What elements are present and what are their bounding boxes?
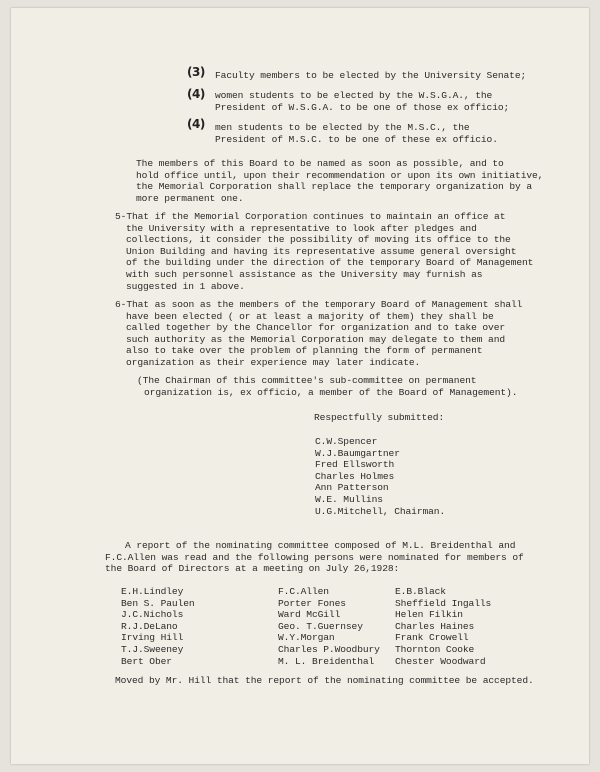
nominee: E.B.Black xyxy=(395,586,446,597)
nominee: Ward McGill xyxy=(278,609,341,621)
paragraph-line: also to take over the problem of planning the form of permanent xyxy=(126,345,483,357)
list-item-text: President of W.S.G.A. to be one of those ex officio; xyxy=(215,102,510,113)
signatory: Charles Holmes xyxy=(315,470,395,482)
paragraph-line: have been elected ( or at least a majority of them) they shall be xyxy=(126,310,494,322)
closing-salutation: Respectfully submitted: xyxy=(314,412,445,423)
signatories xyxy=(315,436,445,517)
chairman-note xyxy=(137,375,518,398)
list-number: (4) xyxy=(187,117,205,131)
paragraph-line: of the building under the direction of the temporary Board of Management xyxy=(126,257,534,269)
list-item-text: President of M.S.C. to be one of these ex officio. xyxy=(215,134,498,145)
paragraph-line: 6-That as soon as the members of the temporary Board of Management shall xyxy=(115,299,523,310)
paragraph-line: Union Building and having its representative assume general oversight xyxy=(126,245,517,257)
nominee: Geo. T.Guernsey xyxy=(278,620,363,632)
signatory: W.E. Mullins xyxy=(315,493,383,505)
signatory: Fred Ellsworth xyxy=(315,459,395,471)
paragraph-5 xyxy=(115,211,534,292)
nominee: Bert Ober xyxy=(121,655,172,667)
list-item-text: women students to be elected by the W.S.G.A., the xyxy=(215,90,493,101)
typed-document xyxy=(11,8,589,764)
report-line: the Board of Directors at a meeting on July 26,1928: xyxy=(105,563,400,575)
signatory: W.J.Baumgartner xyxy=(315,447,400,459)
motion-line: Moved by Mr. Hill that the report of the nominating committee be accepted. xyxy=(115,675,534,686)
report-line: A report of the nominating committee composed of M.L. Breidenthal and xyxy=(125,540,516,551)
nominee: E.H.Lindley xyxy=(121,586,184,597)
paragraph-line: more permanent one. xyxy=(136,192,244,204)
paragraph-line: with such personnel assistance as the University may furnish as xyxy=(126,268,483,280)
note-line: organization is, ex officio, a member of the Board of Management). xyxy=(144,386,518,398)
report-line: F.C.Allen was read and the following persons were nominated for members of xyxy=(105,551,524,563)
nominees-column-3 xyxy=(395,586,491,667)
nominee: R.J.DeLano xyxy=(121,620,178,632)
nominee: M. L. Breidenthal xyxy=(278,655,375,667)
nominee: J.C.Nichols xyxy=(121,609,184,621)
paper-page xyxy=(11,8,589,764)
paragraph-line: collections, it consider the possibility of moving its office to the xyxy=(126,234,511,246)
nominee: Frank Crowell xyxy=(395,632,469,644)
list-number: (3) xyxy=(187,65,205,79)
signatory: U.G.Mitchell, Chairman. xyxy=(315,505,446,517)
paragraph-line: The members of this Board to be named as soon as possible, and to xyxy=(136,158,504,169)
board-paragraph xyxy=(136,158,543,204)
paragraph-line: 5-That if the Memorial Corporation continues to maintain an office at xyxy=(115,211,506,222)
nominee: Sheffield Ingalls xyxy=(395,597,492,609)
list-item-text: men students to be elected by the M.S.C., the xyxy=(215,122,470,133)
paragraph-line: suggested in 1 above. xyxy=(126,280,245,292)
nominee: W.Y.Morgan xyxy=(278,632,335,644)
paragraph-line: the Memorial Corporation shall replace the temporary organization by a xyxy=(136,181,533,193)
nominees-column-2 xyxy=(278,586,380,667)
nominee: Charles P.Woodbury xyxy=(278,643,380,655)
paragraph-line: organization as their experience may later indicate. xyxy=(126,356,421,368)
signatory: C.W.Spencer xyxy=(315,436,378,447)
list-number: (4) xyxy=(187,87,205,101)
nominee: T.J.Sweeney xyxy=(121,643,184,655)
nominee: Thornton Cooke xyxy=(395,643,475,655)
list-item-text: Faculty members to be elected by the University Senate; xyxy=(215,70,527,81)
nominees-column-1 xyxy=(121,586,195,667)
paragraph-line: the University with a representative to look after pledges and xyxy=(126,222,477,234)
note-line: (The Chairman of this committee's sub-committee on permanent xyxy=(137,375,477,386)
nominee: Ben S. Paulen xyxy=(121,597,195,609)
signatory: Ann Patterson xyxy=(315,482,389,494)
nominee: F.C.Allen xyxy=(278,586,329,597)
nominee: Charles Haines xyxy=(395,620,475,632)
paragraph-line: called together by the Chancellor for organization and to take over xyxy=(126,322,506,334)
paragraph-line: hold office until, upon their recommendation or upon its own initiative, xyxy=(136,169,544,181)
nominee: Porter Fones xyxy=(278,597,346,609)
nominee: Helen Filkin xyxy=(395,609,463,621)
nominee: Irving Hill xyxy=(121,632,184,644)
paragraph-line: such authority as the Memorial Corporation may delegate to them and xyxy=(126,333,506,345)
nominee: Chester Woodward xyxy=(395,655,486,667)
paragraph-6 xyxy=(115,299,522,369)
nominating-report xyxy=(105,540,524,575)
